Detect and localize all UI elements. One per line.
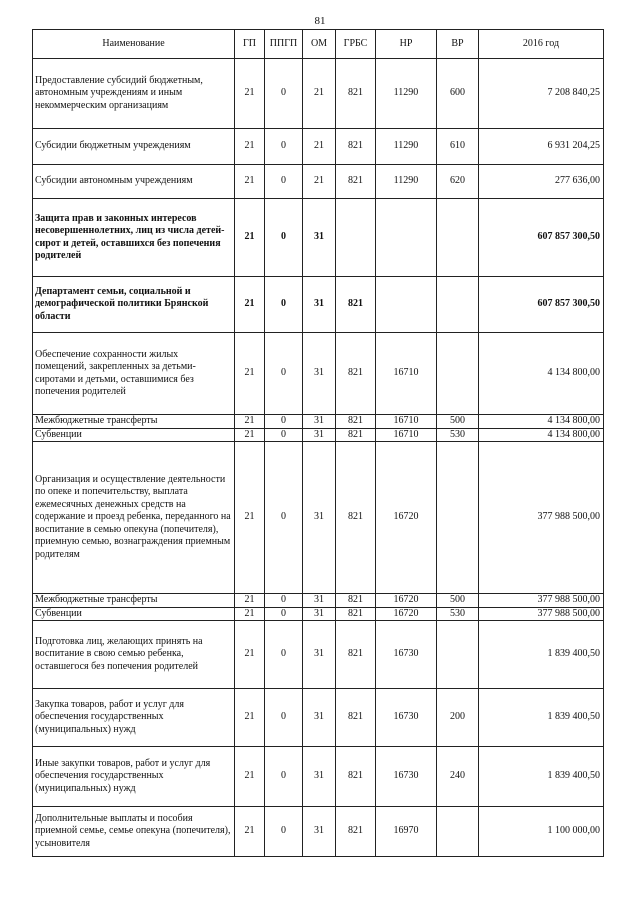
cell-om: 21 (303, 129, 336, 165)
cell-name: Предоставление субсидий бюджетным, автономным учреждениям и иным некоммерческим организациям (33, 59, 235, 129)
cell-amount: 4 134 800,00 (479, 428, 604, 442)
cell-grbs: 821 (336, 621, 376, 689)
cell-om: 31 (303, 594, 336, 608)
cell-name: Субсидии бюджетным учреждениям (33, 129, 235, 165)
cell-ppgp: 0 (265, 277, 303, 333)
cell-amount: 1 839 400,50 (479, 621, 604, 689)
cell-nr (376, 277, 437, 333)
cell-grbs: 821 (336, 165, 376, 199)
table-row (33, 199, 604, 277)
cell-grbs: 821 (336, 333, 376, 415)
header-nr: НР (376, 30, 437, 59)
table-row (33, 807, 604, 857)
cell-gp: 21 (235, 129, 265, 165)
cell-vr (437, 442, 479, 594)
cell-gp: 21 (235, 277, 265, 333)
cell-ppgp: 0 (265, 428, 303, 442)
table-row (33, 333, 604, 415)
cell-name: Иные закупки товаров, работ и услуг для обеспечения государственных (муниципальных) нужд (33, 747, 235, 807)
table-row (33, 59, 604, 129)
cell-nr: 11290 (376, 59, 437, 129)
cell-vr: 500 (437, 415, 479, 429)
cell-ppgp: 0 (265, 129, 303, 165)
cell-vr (437, 199, 479, 277)
cell-vr: 610 (437, 129, 479, 165)
cell-ppgp: 0 (265, 165, 303, 199)
cell-name: Субвенции (33, 607, 235, 621)
cell-om: 31 (303, 689, 336, 747)
header-name: Наименование (33, 30, 235, 59)
table-row (33, 621, 604, 689)
cell-amount: 377 988 500,00 (479, 442, 604, 594)
table-row (33, 129, 604, 165)
cell-nr: 16730 (376, 621, 437, 689)
cell-vr (437, 621, 479, 689)
cell-ppgp: 0 (265, 199, 303, 277)
cell-om: 21 (303, 59, 336, 129)
cell-vr: 500 (437, 594, 479, 608)
cell-nr: 16720 (376, 607, 437, 621)
cell-name: Подготовка лиц, желающих принять на воспитание в свою семью ребенка, оставшегося без попечения родителей (33, 621, 235, 689)
table-row (33, 747, 604, 807)
table-row (33, 428, 604, 442)
cell-ppgp: 0 (265, 59, 303, 129)
cell-grbs: 821 (336, 129, 376, 165)
cell-name: Департамент семьи, социальной и демографической политики Брянской области (33, 277, 235, 333)
cell-nr: 16730 (376, 689, 437, 747)
cell-gp: 21 (235, 333, 265, 415)
cell-vr: 530 (437, 607, 479, 621)
cell-name: Межбюджетные трансферты (33, 594, 235, 608)
cell-amount: 377 988 500,00 (479, 607, 604, 621)
cell-grbs (336, 199, 376, 277)
cell-gp: 21 (235, 59, 265, 129)
cell-ppgp: 0 (265, 747, 303, 807)
cell-gp: 21 (235, 165, 265, 199)
cell-om: 31 (303, 807, 336, 857)
cell-nr: 16730 (376, 747, 437, 807)
cell-amount: 1 100 000,00 (479, 807, 604, 857)
cell-name: Обеспечение сохранности жилых помещений, закрепленных за детьми-сиротами и детьми, оставшимися без попечения родителей (33, 333, 235, 415)
cell-ppgp: 0 (265, 415, 303, 429)
cell-name: Защита прав и законных интересов несовершеннолетних, лиц из числа детей-сирот и детей, оставшихся без попечения родителей (33, 199, 235, 277)
cell-name: Субвенции (33, 428, 235, 442)
cell-nr: 16710 (376, 333, 437, 415)
cell-name: Закупка товаров, работ и услуг для обеспечения государственных (муниципальных) нужд (33, 689, 235, 747)
cell-grbs: 821 (336, 59, 376, 129)
cell-nr: 16970 (376, 807, 437, 857)
header-grbs: ГРБС (336, 30, 376, 59)
cell-ppgp: 0 (265, 807, 303, 857)
table-row (33, 607, 604, 621)
cell-grbs: 821 (336, 415, 376, 429)
cell-name: Организация и осуществление деятельности по опеке и попечительству, выплата ежемесячных денежных средств на содержание и проезд ребенка, переданного на воспитание в семью опекуна (попечителя), приемную семью, вознаграждения приемным родителям (33, 442, 235, 594)
cell-nr: 16720 (376, 594, 437, 608)
cell-name: Межбюджетные трансферты (33, 415, 235, 429)
cell-gp: 21 (235, 442, 265, 594)
cell-grbs: 821 (336, 689, 376, 747)
cell-vr (437, 333, 479, 415)
table-row (33, 277, 604, 333)
table-row (33, 415, 604, 429)
cell-ppgp: 0 (265, 621, 303, 689)
cell-om: 31 (303, 442, 336, 594)
cell-vr (437, 807, 479, 857)
cell-nr: 16710 (376, 428, 437, 442)
cell-ppgp: 0 (265, 594, 303, 608)
cell-nr: 16710 (376, 415, 437, 429)
budget-table (32, 29, 604, 857)
cell-amount: 6 931 204,25 (479, 129, 604, 165)
header-vr: ВР (437, 30, 479, 59)
cell-ppgp: 0 (265, 607, 303, 621)
cell-om: 31 (303, 333, 336, 415)
cell-om: 31 (303, 428, 336, 442)
cell-grbs: 821 (336, 428, 376, 442)
cell-grbs: 821 (336, 607, 376, 621)
cell-nr: 16720 (376, 442, 437, 594)
cell-amount: 277 636,00 (479, 165, 604, 199)
cell-grbs: 821 (336, 747, 376, 807)
cell-gp: 21 (235, 747, 265, 807)
cell-amount: 1 839 400,50 (479, 747, 604, 807)
table-row (33, 165, 604, 199)
cell-amount: 607 857 300,50 (479, 199, 604, 277)
cell-vr: 620 (437, 165, 479, 199)
cell-om: 31 (303, 277, 336, 333)
cell-grbs: 821 (336, 277, 376, 333)
cell-gp: 21 (235, 807, 265, 857)
cell-gp: 21 (235, 689, 265, 747)
table-header-row (33, 30, 604, 59)
cell-gp: 21 (235, 428, 265, 442)
header-om: ОМ (303, 30, 336, 59)
cell-om: 31 (303, 621, 336, 689)
cell-ppgp: 0 (265, 442, 303, 594)
cell-amount: 1 839 400,50 (479, 689, 604, 747)
cell-ppgp: 0 (265, 689, 303, 747)
cell-om: 31 (303, 415, 336, 429)
cell-nr: 11290 (376, 165, 437, 199)
cell-vr: 240 (437, 747, 479, 807)
cell-vr: 200 (437, 689, 479, 747)
cell-vr (437, 277, 479, 333)
table-row (33, 442, 604, 594)
cell-gp: 21 (235, 199, 265, 277)
cell-om: 31 (303, 747, 336, 807)
cell-amount: 4 134 800,00 (479, 333, 604, 415)
cell-om: 21 (303, 165, 336, 199)
header-ppgp: ППГП (265, 30, 303, 59)
cell-amount: 7 208 840,25 (479, 59, 604, 129)
cell-grbs: 821 (336, 807, 376, 857)
table-row (33, 689, 604, 747)
page-number: 81 (314, 15, 326, 27)
cell-name: Дополнительные выплаты и пособия приемной семье, семье опекуна (попечителя), усыновителя (33, 807, 235, 857)
cell-gp: 21 (235, 415, 265, 429)
table-row (33, 594, 604, 608)
header-gp: ГП (235, 30, 265, 59)
cell-name: Субсидии автономным учреждениям (33, 165, 235, 199)
cell-ppgp: 0 (265, 333, 303, 415)
cell-vr: 530 (437, 428, 479, 442)
cell-amount: 4 134 800,00 (479, 415, 604, 429)
cell-om: 31 (303, 199, 336, 277)
cell-nr: 11290 (376, 129, 437, 165)
cell-vr: 600 (437, 59, 479, 129)
cell-om: 31 (303, 607, 336, 621)
cell-gp: 21 (235, 594, 265, 608)
cell-amount: 377 988 500,00 (479, 594, 604, 608)
header-year: 2016 год (479, 30, 604, 59)
cell-gp: 21 (235, 621, 265, 689)
cell-nr (376, 199, 437, 277)
cell-grbs: 821 (336, 594, 376, 608)
cell-gp: 21 (235, 607, 265, 621)
cell-grbs: 821 (336, 442, 376, 594)
cell-amount: 607 857 300,50 (479, 277, 604, 333)
